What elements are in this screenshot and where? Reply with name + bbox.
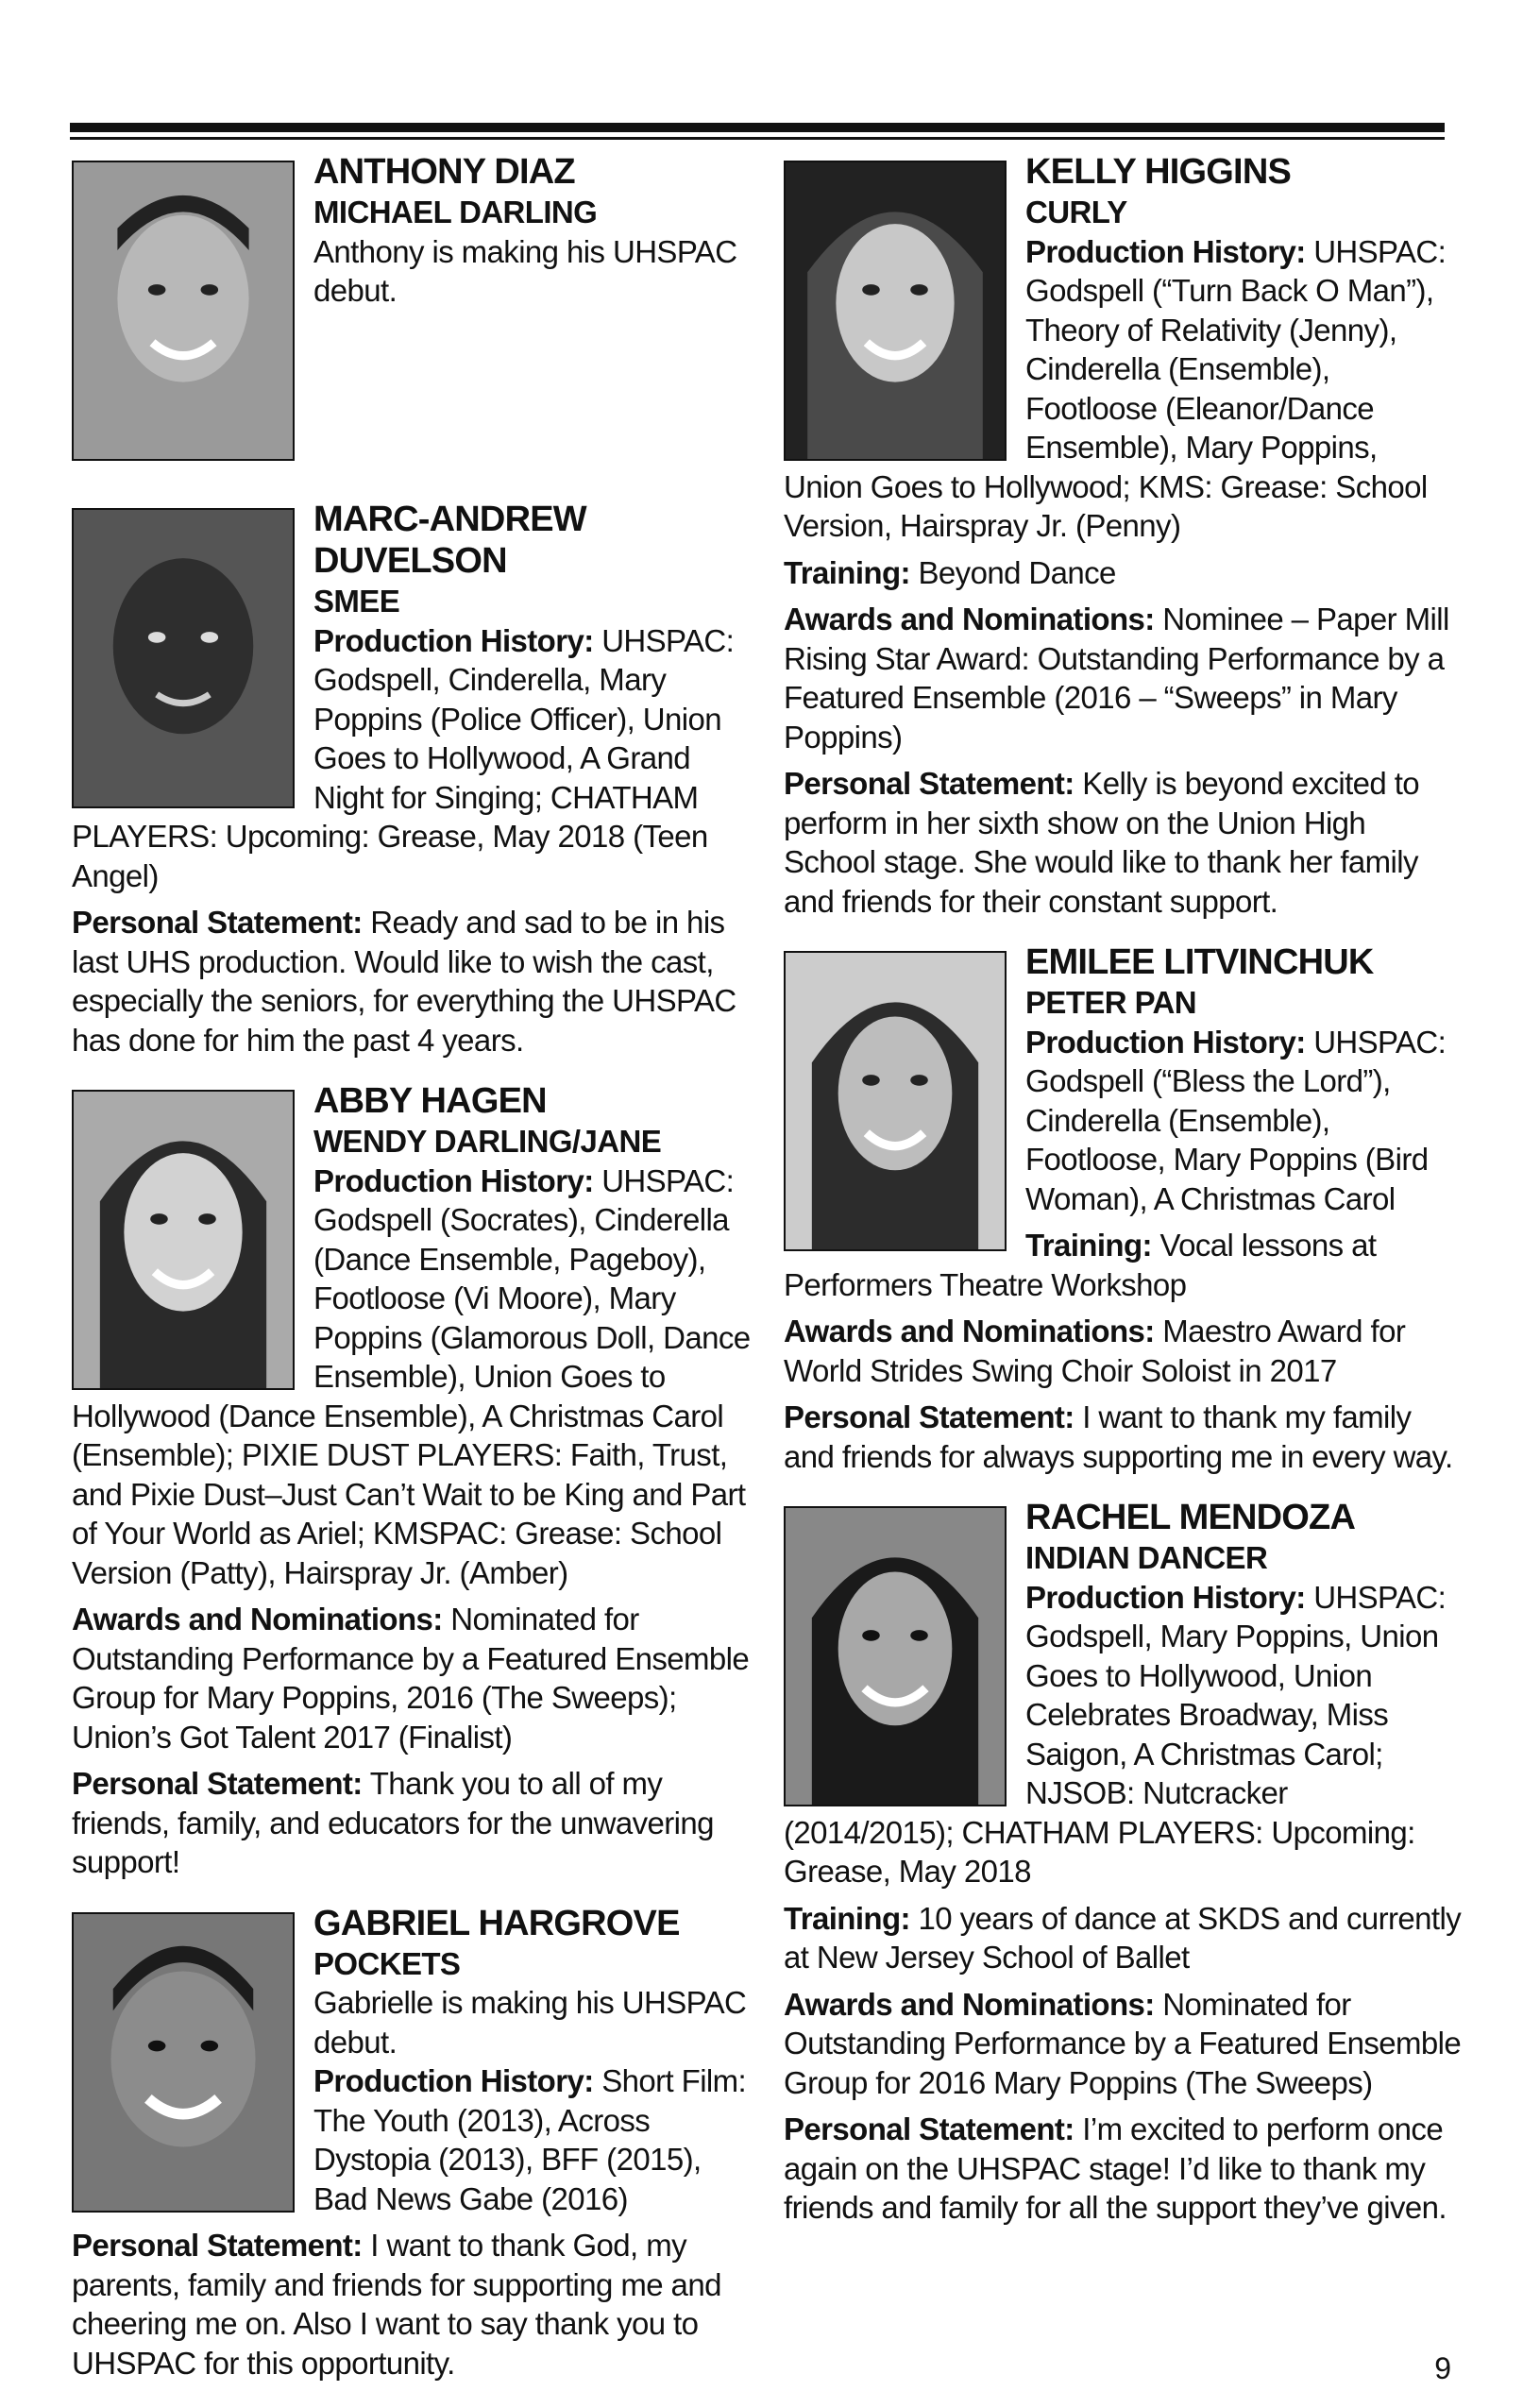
character-role: CURLY [1025,195,1127,229]
section-text: Nominated for Outstanding Performance by a Featured Ensemble Group for 2016 Mary Poppins (The Sweeps) [784,1986,1462,2100]
character-role: POCKETS [313,1945,461,1981]
headshot-photo [72,161,295,461]
page-number: 9 [1434,2351,1451,2385]
left-column [72,151,752,2390]
personal-statement [72,1764,752,1882]
section-text: I’m excited to perform once again on the UHSPAC stage! I’d like to thank my friends and family for all the support they’ve given. [784,2111,1447,2225]
personal-statement [784,2110,1464,2228]
section-text: I want to thank God, my parents, family and friends for supporting me and cheering me on. Also I want to say thank you to UHSPAC for this opportunity. [72,2228,721,2381]
section-text: Maestro Award for World Strides Swing Choir Soloist in 2017 [784,1314,1406,1388]
section-text: Thank you to all of my friends, family, and educators for the unwavering support! [72,1766,714,1879]
bio-entry [784,151,1464,928]
section-text: UHSPAC: Godspell, Cinderella, Mary Poppins (Police Officer), Union Goes to Hollywood, A Grand Night for Singing; CHATHAM PLAYERS: Upcoming: Grease, May 2018 (Teen Angel) [72,622,735,893]
bio-entry [72,1903,752,2391]
section-label: Production History: [313,622,594,658]
personal-statement [72,2226,752,2383]
section-label: Awards and Nominations: [72,1602,443,1636]
personal-statement [784,764,1464,921]
section-label: Awards and Nominations: [784,602,1155,636]
personal-statement [784,1398,1464,1476]
section-label: Personal Statement: [784,2111,1075,2146]
section-label: Awards and Nominations: [784,1314,1155,1348]
section-text: Kelly is beyond excited to perform in her sixth show on the Union High School stage. She would like to thank her family and friends for their constant support. [784,766,1420,919]
actor-name: EMILEE LITVINCHUK [1025,942,1374,982]
character-role: SMEE [313,584,400,619]
awards-nominations [72,1600,752,1756]
section-label: Awards and Nominations: [784,1986,1155,2022]
actor-name: RACHEL MENDOZA [1025,1498,1356,1537]
section-text: Vocal lessons at Performers Theatre Workshop [784,1228,1377,1302]
actor-name: MARC-ANDREW DUVELSON [313,500,586,581]
headshot-photo [72,1912,295,2213]
section-label: Personal Statement: [72,1766,363,1801]
bio-entry [72,1080,752,1890]
header-rule-thick [70,123,1445,132]
section-label: Training: [784,1900,910,1936]
section-text: UHSPAC: Godspell (“Bless the Lord”), Cinderella (Ensemble), Footloose, Mary Poppins (Bird Woman), A Christmas Carol [1025,1024,1447,1216]
awards-nominations [784,1312,1464,1390]
section-label: Personal Statement: [784,1399,1075,1434]
bio-intro: Anthony is making his UHSPAC debut. [313,233,737,308]
personal-statement [72,903,752,1060]
section-text: UHSPAC: Godspell (Socrates), Cinderella (Dance Ensemble, Pageboy), Footloose (Vi Moore), Mary Poppins (Glamorous Doll, Dance Ensemble), Union Goes to Hollywood (Dance Ensemble), A Christmas Carol (Ensemble); PIXIE DUST PLAYERS: Faith, Trust, and Pixie Dust–Just Can’t Wait to be King and Part of Your World as Ariel; KMSPAC: Grease: School Version (Patty), Hairspray Jr. (Amber) [72,1162,751,1590]
section-label: Personal Statement: [72,2228,363,2263]
bio-entry [784,941,1464,1484]
section-label: Training: [784,554,910,590]
section-text: 10 years of dance at SKDS and currently at New Jersey School of Ballet [784,1900,1462,1975]
section-label: Production History: [1025,233,1306,269]
headshot-photo [784,1506,1007,1806]
section-label: Training: [1025,1228,1152,1263]
section-label: Production History: [313,2063,594,2098]
section-text: UHSPAC: Godspell (“Turn Back O Man”), Theory of Relativity (Jenny), Cinderella (Ensemble), Footloose (Eleanor/Dance Ensemble), Mary Poppins, Union Goes to Hollywood; KMS: Grease: School Version, Hairspray Jr. (Penny) [784,233,1447,543]
training [784,553,1464,593]
headshot-photo [72,508,295,808]
section-text: I want to thank my family and friends for always supporting me in every way. [784,1399,1453,1474]
section-text: Nominated for Outstanding Performance by a Featured Ensemble Group for Mary Poppins, 2016 (The Sweeps); Union’s Got Talent 2017 (Finalist) [72,1602,750,1755]
character-role: MICHAEL DARLING [313,195,598,229]
character-role: INDIAN DANCER [1025,1540,1268,1575]
section-text: Nominee – Paper Mill Rising Star Award: Outstanding Performance by a Featured Ensemble (2016 – “Sweeps” in Mary Poppins) [784,602,1449,755]
character-role: PETER PAN [1025,985,1197,1020]
awards-nominations [784,1985,1464,2103]
character-role: WENDY DARLING/JANE [313,1124,662,1159]
section-label: Production History: [1025,1579,1306,1615]
right-column [784,151,1464,2235]
bio-entry [784,1497,1464,2235]
bio-entry [72,151,752,499]
training [784,1899,1464,1977]
headshot-photo [72,1090,295,1390]
section-label: Personal Statement: [784,766,1075,801]
bio-entry [72,499,752,1067]
section-text: Short Film: The Youth (2013), Across Dystopia (2013), BFF (2015), Bad News Gabe (2016) [313,2063,747,2216]
section-text: Beyond Dance [918,554,1116,590]
actor-name: ANTHONY DIAZ [313,152,575,192]
bio-intro: Gabrielle is making his UHSPAC debut. [313,1985,747,2060]
actor-name: KELLY HIGGINS [1025,152,1292,192]
section-label: Production History: [313,1162,594,1198]
section-text: UHSPAC: Godspell, Mary Poppins, Union Goes to Hollywood, Union Celebrates Broadway, Miss Saigon, A Christmas Carol; NJSOB: Nutcracker (2014/2015); CHATHAM PLAYERS: Upcoming: Grease, May 2018 [784,1579,1447,1889]
actor-name: GABRIEL HARGROVE [313,1903,680,1943]
awards-nominations [784,600,1464,756]
section-label: Production History: [1025,1024,1306,1060]
headshot-photo [784,951,1007,1251]
actor-name: ABBY HAGEN [313,1081,547,1121]
section-label: Personal Statement: [72,905,363,940]
header-rule-thin [70,137,1445,140]
headshot-photo [784,161,1007,461]
section-text: Ready and sad to be in his last UHS production. Would like to wish the cast, especially the seniors, for everything the UHSPAC has done for him the past 4 years. [72,905,736,1058]
